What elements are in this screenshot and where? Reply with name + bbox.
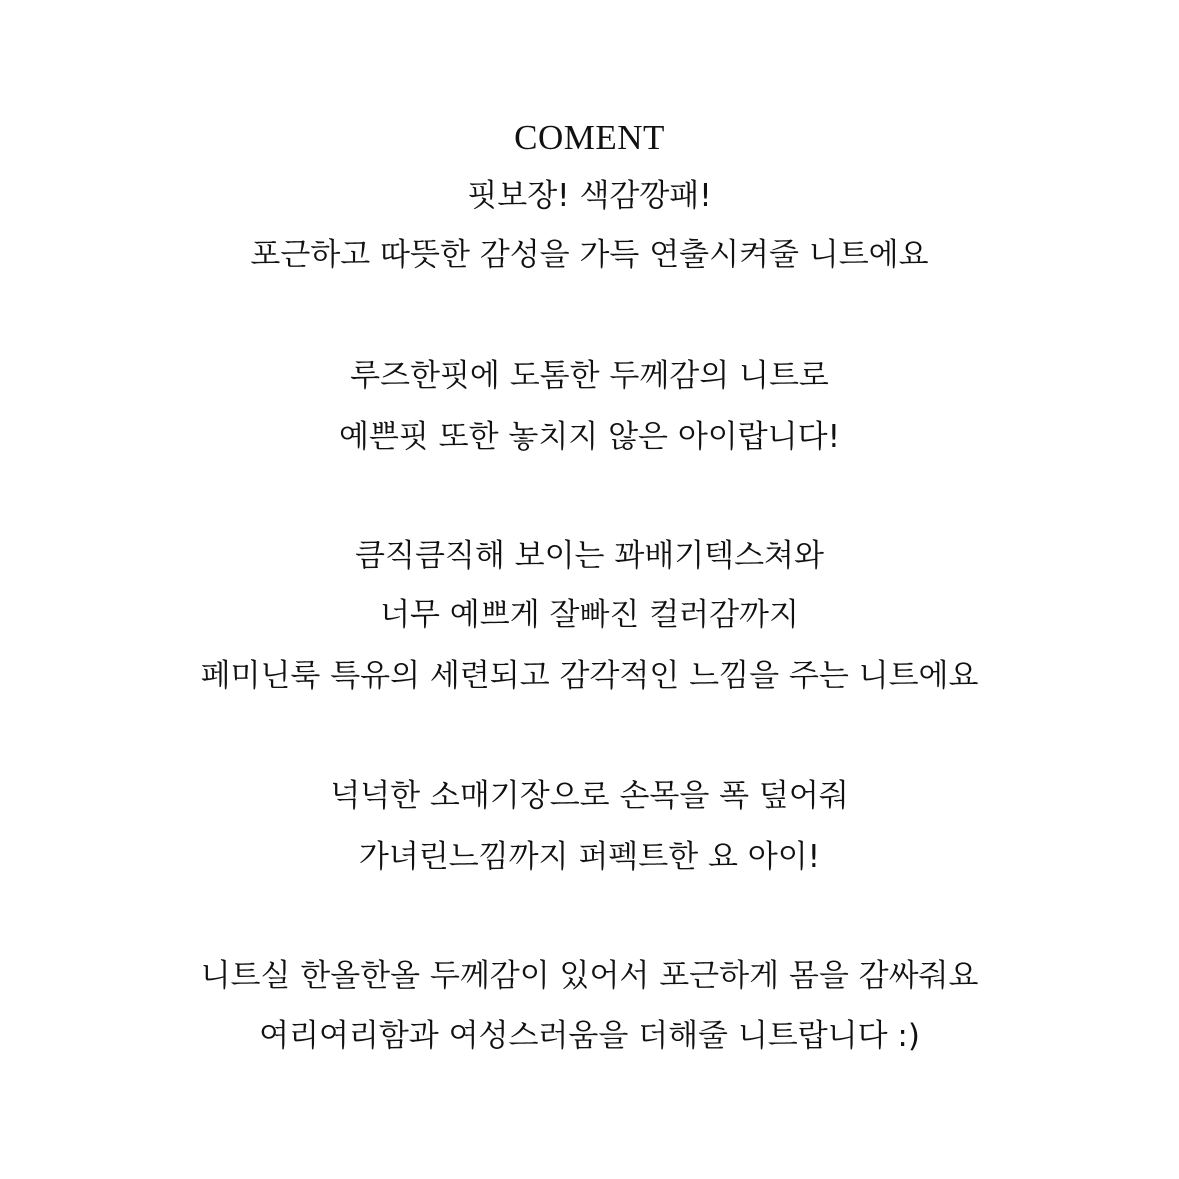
paragraph-4-line-1: 넉넉한 소매기장으로 손목을 폭 덮어줘 xyxy=(330,778,849,814)
paragraph-1-line-1: 핏보장! 색감깡패! xyxy=(467,178,712,214)
comment-heading: COMENT xyxy=(514,118,665,157)
paragraph-2-line-2: 예쁜핏 또한 놓치지 않은 아이랍니다! xyxy=(338,419,841,455)
paragraph-5-line-2: 여리여리함과 여성스러움을 더해줄 니트랍니다 :) xyxy=(259,1018,920,1054)
paragraph-3-line-1: 큼직큼직해 보이는 꽈배기텍스쳐와 xyxy=(355,538,824,574)
paragraph-1-line-2: 포근하고 따뜻한 감성을 가득 연출시켜줄 니트에요 xyxy=(250,237,929,273)
paragraph-5-line-1: 니트실 한올한올 두께감이 있어서 포근하게 몸을 감싸줘요 xyxy=(200,958,979,994)
paragraph-3-line-3: 페미닌룩 특유의 세련되고 감각적인 느낌을 주는 니트에요 xyxy=(200,658,979,694)
paragraph-2-line-1: 루즈한핏에 도톰한 두께감의 니트로 xyxy=(350,358,829,394)
paragraph-4-line-2: 가녀린느낌까지 퍼펙트한 요 아이! xyxy=(358,839,821,875)
paragraph-3-line-2: 너무 예쁘게 잘빠진 컬러감까지 xyxy=(380,597,799,633)
